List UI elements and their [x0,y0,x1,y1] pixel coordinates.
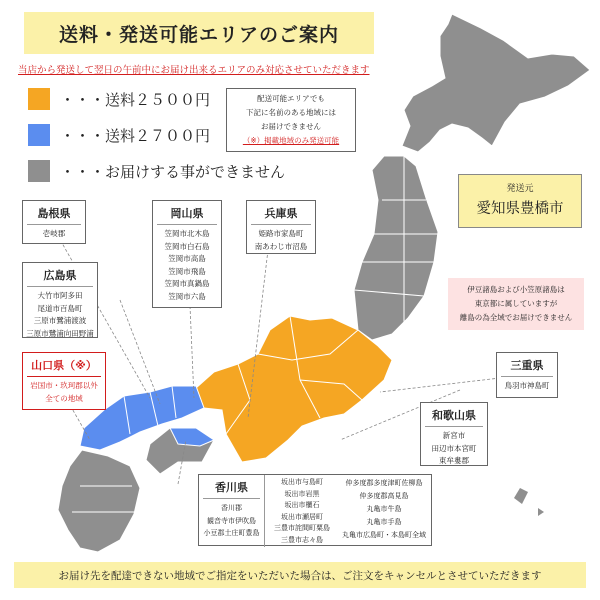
delivery-note-box [226,88,356,152]
region-item: 丸亀市広島町・本島町全域 [342,531,426,539]
page-title: 送料・発送可能エリアのご案内 [24,12,374,54]
box-divider [157,224,217,225]
region-item: 尾道市百島町 [37,303,83,313]
region-item: 丸亀市手島 [366,518,402,526]
note-line: お届けできません [261,122,321,131]
island-note-line: 東京都に属していますが [474,299,558,308]
kagawa-left-col [199,475,265,547]
box-divider [425,426,483,427]
legend-label: ・・・お届けする事ができません [60,162,286,181]
origin-label: 発送元 [506,184,534,194]
island-note-box [448,278,584,330]
region-item: 大竹市阿多田 [37,291,83,300]
region-box-yamaguchi [22,352,106,410]
origin-box [458,174,582,228]
note-line: 下記に名前のある地域には [246,108,336,117]
note-line: 配送可能エリアでも [257,94,325,103]
region-item: 笠岡市高島 [168,254,206,263]
region-title: 和歌山県 [432,409,476,422]
gray-swatch [28,160,50,182]
hokkaido [402,14,590,152]
island-note-line: 伊豆諸島および小笠原諸島は [467,285,565,294]
region-item: 小豆郡土庄町豊島 [203,529,260,537]
region-item: 仲多度郡多度津町佐柳島 [345,479,423,487]
island-note-line: 離島の為全域でお届けできません [459,313,573,322]
region-item: 仲多度郡高見島 [359,492,409,500]
region-title: 島根県 [37,207,71,220]
orange-swatch [28,88,50,110]
region-box-wakayama [420,402,488,466]
kagawa-mid-col [267,477,337,546]
footer-notice: お届け先を配達できない地域でご指定をいただいた場合は、ご注文をキャンセルとさせていただきます [14,562,586,588]
region-box-okayama [152,200,222,308]
region-item: 笠岡市真鍋島 [164,279,210,288]
region-item: 丸亀市牛島 [366,505,402,513]
tohoku-region [354,156,438,340]
region-box-mie [496,352,558,398]
box-divider [27,286,93,287]
box-divider [251,224,311,225]
region-item: 三原市鷺浦渡波 [33,316,87,325]
region-item: 壱岐郡 [42,229,66,238]
region-item: 笠岡市北木島 [164,229,210,238]
southern-island [514,488,528,504]
region-item: 東牟婁郡 [439,456,469,465]
box-divider [27,376,101,377]
region-item: 南あわじ市沼島 [254,241,308,251]
legend-row-blue [28,124,210,146]
region-item: 全ての地域 [45,393,83,403]
kagawa-right-col [337,477,431,542]
region-item: 岩国市・玖珂郡以外 [30,381,98,390]
region-item: 笠岡市飛島 [168,266,206,276]
region-item: 田辺市本宮町 [431,443,477,453]
region-title: 岡山県 [170,207,204,220]
blue-swatch [28,124,50,146]
delivery-notice: 当店から発送して翌日の午前中にお届け出来るエリアのみ対応させていただきます [18,65,370,76]
box-divider [203,498,260,499]
region-item: 観音寺市伊吹島 [207,516,256,525]
note-red-line: （※）掲載地域のみ発送可能 [242,136,340,145]
region-item: 坂出市瀬居町 [281,512,323,521]
legend-label: ・・・送料２５００円 [60,90,211,109]
region-item: 笠岡市六島 [168,291,206,301]
region-item: 鳥羽市神島町 [504,381,550,390]
region-item: 笠岡市白石島 [164,241,210,251]
region-item: 三豊市詫間町粟島 [274,524,330,532]
region-item: 坂出市櫃石 [284,501,320,509]
origin-city: 愛知県豊橋市 [476,201,564,217]
legend-row-orange [28,88,210,110]
region-title: 山口県（※） [31,359,97,372]
chubu-kinki-region [196,316,392,462]
region-title: 広島県 [43,269,77,282]
region-item: 三原市鷺浦向田野浦 [26,328,94,338]
region-item: 新宮市 [442,431,466,440]
region-item: 三豊市志々島 [281,535,323,544]
region-item: 香川郡 [221,504,242,512]
region-item: 坂出市与島町 [281,478,323,486]
kyushu-region [58,450,140,552]
region-title: 三重県 [510,359,544,372]
legend-label: ・・・送料２７００円 [60,126,211,145]
region-box-kagawa [198,474,432,546]
legend-row-gray [28,160,285,182]
region-item: 姫路市家島町 [258,229,304,238]
region-title: 香川県 [215,481,248,494]
region-box-hiroshima [22,262,98,338]
box-divider [27,224,81,225]
southern-island [538,508,544,516]
region-item: 坂出市岩黒 [284,489,320,498]
region-box-shimane [22,200,86,244]
region-title: 兵庫県 [264,207,298,220]
box-divider [501,376,553,377]
region-box-hyogo [246,200,316,254]
